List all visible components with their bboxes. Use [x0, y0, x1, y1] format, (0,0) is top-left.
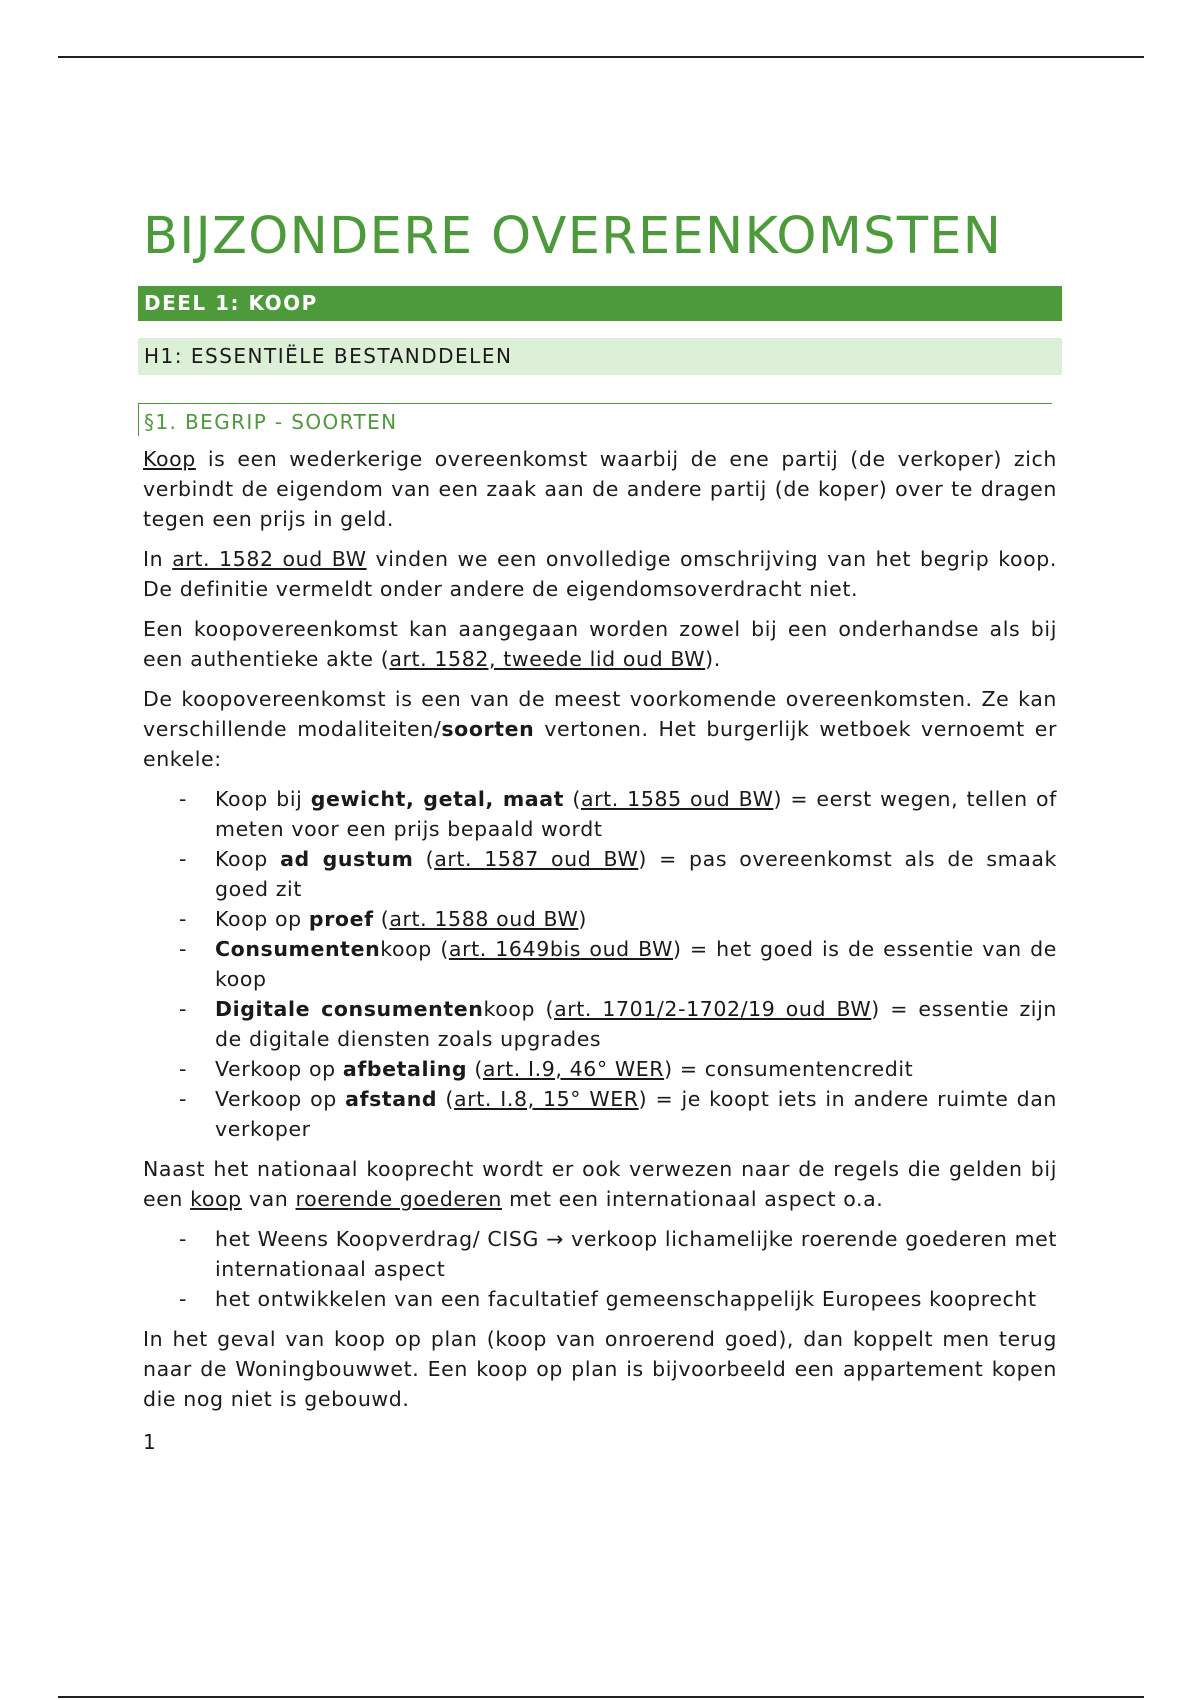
header-rule — [58, 56, 1144, 58]
paragraph-text: van — [241, 1186, 296, 1211]
item-bold: gewicht, getal, maat — [310, 786, 565, 811]
paragraph-definition — [143, 444, 1057, 534]
item-text: ) = het goed is de essentie van de koop — [215, 936, 1057, 991]
item-text: Koop bij — [215, 786, 311, 811]
document-title: BIJZONDERE OVEREENKOMSTEN — [143, 207, 1003, 266]
item-text: Verkoop op — [215, 1056, 343, 1081]
international-list — [143, 1224, 1057, 1314]
list-item — [215, 994, 1057, 1054]
paragraph-art-1582 — [143, 544, 1057, 604]
item-text: ) = essentie zijn de digitale diensten zoals upgrades — [215, 996, 1057, 1051]
list-item — [215, 784, 1057, 844]
article-reference: art. 1585 oud BW — [580, 786, 774, 811]
item-bold: afstand — [345, 1086, 438, 1111]
paragraph-text: vertonen. Het burgerlijk wetboek vernoemt er enkele: — [143, 716, 1057, 771]
item-text: ( — [564, 786, 581, 811]
item-bold: afbetaling — [342, 1056, 468, 1081]
item-text: ( — [467, 1056, 483, 1081]
list-item: - het ontwikkelen van een facultatief gemeenschappelijk Europees kooprecht — [215, 1284, 1057, 1314]
item-text: Koop op — [215, 906, 309, 931]
article-reference: art. I.8, 15° WER — [454, 1086, 639, 1111]
item-text: ( — [437, 1086, 455, 1111]
paragraph-text: De koopovereenkomst is een van de meest voorkomende overeenkomsten. Ze kan verschillende modaliteiten/ — [143, 686, 1057, 741]
article-reference: art. I.9, 46° WER — [482, 1056, 665, 1081]
item-text: ) — [578, 906, 587, 931]
underlined-term: roerende goederen — [295, 1186, 502, 1211]
item-text: Verkoop op — [215, 1086, 346, 1111]
page-number: 1 — [143, 1429, 156, 1454]
article-reference: art. 1587 oud BW — [434, 846, 639, 871]
page-content — [143, 207, 1058, 1454]
paragraph-text: Een koopovereenkomst kan aangegaan worden zowel bij een onderhandse als bij een authentieke akte ( — [143, 616, 1057, 671]
term-koop: Koop — [143, 446, 196, 471]
koop-types-list — [143, 784, 1057, 1144]
item-text: ) = consumentencredit — [664, 1056, 914, 1081]
item-text: Koop — [215, 846, 281, 871]
article-reference: art. 1582, tweede lid oud BW — [389, 646, 706, 671]
item-text: ( — [413, 846, 435, 871]
paragraph-text: met een internationaal aspect o.a. — [501, 1186, 884, 1211]
footer-rule — [58, 1696, 1144, 1698]
item-text: koop ( — [483, 996, 555, 1021]
paragraph-text: ). — [705, 646, 721, 671]
list-item — [215, 844, 1057, 904]
list-item — [215, 934, 1057, 994]
article-reference: art. 1588 oud BW — [389, 906, 579, 931]
article-reference: art. 1582 oud BW — [172, 546, 367, 571]
paragraph-text: vinden we een onvolledige omschrijving van het begrip koop. De definitie vermeldt onder andere de eigendomsoverdracht niet. — [143, 546, 1058, 601]
underlined-term: koop — [190, 1186, 242, 1211]
chapter-heading: H1: ESSENTIËLE BESTANDDELEN — [138, 338, 1062, 375]
paragraph-text: Naast het nationaal kooprecht wordt er ook verwezen naar de regels die gelden bij een — [143, 1156, 1057, 1211]
item-bold: proef — [308, 906, 374, 931]
item-text: ) = pas overeenkomst als de smaak goed zit — [215, 846, 1058, 901]
paragraph-text: is een wederkerige overeenkomst waarbij de ene partij (de verkoper) zich verbindt de eigendom van een zaak aan de andere partij (de koper) over te dragen tegen een prijs in geld. — [143, 446, 1057, 531]
item-text: ) = eerst wegen, tellen of meten voor een prijs bepaald wordt — [215, 786, 1057, 841]
bold-term: soorten — [441, 716, 535, 741]
item-bold: Consumenten — [215, 936, 381, 961]
item-text: koop ( — [380, 936, 449, 961]
item-bold: ad gustum — [280, 846, 414, 871]
paragraph-internationaal — [143, 1154, 1057, 1214]
list-item — [215, 1084, 1057, 1144]
paragraph-text: In — [143, 546, 173, 571]
list-item: - het Weens Koopverdrag/ CISG → verkoop lichamelijke roerende goederen met internationaal aspect — [215, 1224, 1057, 1284]
part-heading: DEEL 1: KOOP — [138, 286, 1062, 321]
list-item — [215, 904, 1057, 934]
item-text: ) = je koopt iets in andere ruimte dan verkoper — [215, 1086, 1058, 1141]
list-item — [215, 1054, 1057, 1084]
paragraph-akte — [143, 614, 1057, 674]
article-reference: art. 1701/2-1702/19 oud BW — [554, 996, 872, 1021]
article-reference: art. 1649bis oud BW — [448, 936, 673, 961]
item-text: ( — [373, 906, 390, 931]
paragraph-koop-op-plan: In het geval van koop op plan (koop van onroerend goed), dan koppelt men terug naar de Woningbouwwet. Een koop op plan is bijvoorbeeld een appartement kopen die nog niet is gebouwd. — [143, 1326, 1057, 1411]
paragraph-soorten — [143, 684, 1057, 774]
section-heading: §1. BEGRIP - SOORTEN — [138, 403, 1052, 436]
item-bold: Digitale consumenten — [215, 996, 484, 1021]
